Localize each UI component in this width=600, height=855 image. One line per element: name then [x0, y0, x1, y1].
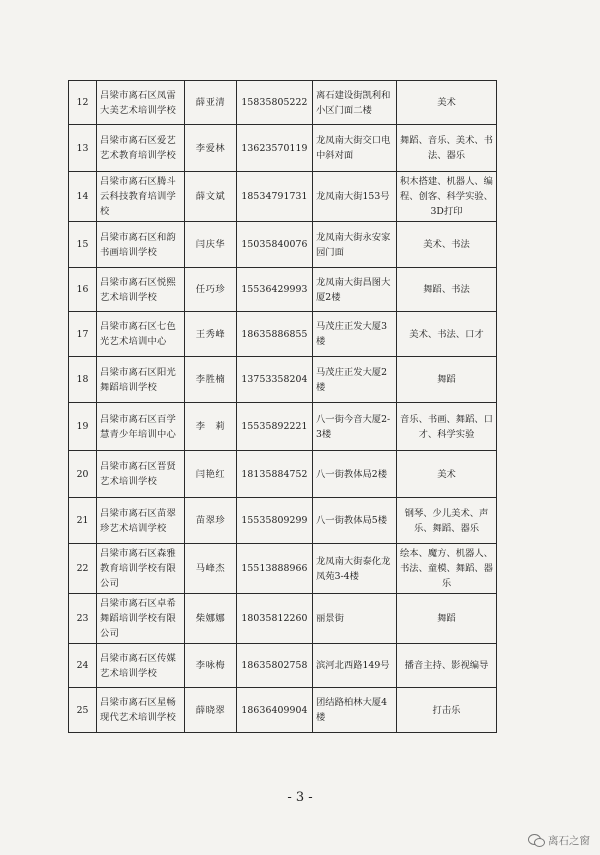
table-row [69, 222, 497, 268]
address: 八一街今音大厦2-3楼 [313, 403, 397, 451]
training-category: 钢琴、少儿美术、声乐、舞蹈、器乐 [397, 498, 497, 544]
phone-number: 15536429993 [237, 268, 313, 312]
table-row [69, 312, 497, 357]
contact-person: 李胜楠 [185, 357, 237, 403]
watermark [528, 833, 590, 848]
school-name: 吕梁市离石区卓希舞蹈培训学校有限公司 [97, 594, 185, 644]
school-name: 吕梁市离石区星畅现代艺术培训学校 [97, 688, 185, 733]
table-row [69, 357, 497, 403]
row-number: 20 [69, 451, 97, 498]
table-row [69, 451, 497, 498]
contact-person: 薛文斌 [185, 172, 237, 222]
phone-number: 18635886855 [237, 312, 313, 357]
contact-person: 闫艳红 [185, 451, 237, 498]
school-name: 吕梁市离石区百学慧青少年培训中心 [97, 403, 185, 451]
row-number: 19 [69, 403, 97, 451]
school-table [68, 80, 497, 733]
school-name: 吕梁市离石区森雅教育培训学校有限公司 [97, 544, 185, 594]
table-row [69, 644, 497, 688]
training-category: 美术 [397, 81, 497, 125]
phone-number: 15513888966 [237, 544, 313, 594]
table-row [69, 594, 497, 644]
training-category: 舞蹈 [397, 357, 497, 403]
row-number: 22 [69, 544, 97, 594]
school-name: 吕梁市离石区和韵书画培训学校 [97, 222, 185, 268]
address: 龙凤南大街泰化龙凤苑3-4楼 [313, 544, 397, 594]
training-category: 积木搭建、机器人、编程、创客、科学实验、3D打印 [397, 172, 497, 222]
training-category: 音乐、书画、舞蹈、口才、科学实验 [397, 403, 497, 451]
address: 八一街教体局2楼 [313, 451, 397, 498]
table-row [69, 268, 497, 312]
address: 马茂庄正发大厦3楼 [313, 312, 397, 357]
row-number: 25 [69, 688, 97, 733]
row-number: 12 [69, 81, 97, 125]
address: 龙凤南大街昌图大厦2楼 [313, 268, 397, 312]
school-name: 吕梁市离石区七色光艺术培训中心 [97, 312, 185, 357]
page-number: - 3 - [287, 790, 313, 805]
phone-number: 13753358204 [237, 357, 313, 403]
school-name: 吕梁市离石区凤雷大美艺术培训学校 [97, 81, 185, 125]
contact-person: 柴娜娜 [185, 594, 237, 644]
school-name: 吕梁市离石区腾斗云科技教育培训学校 [97, 172, 185, 222]
address: 团结路柏林大厦4楼 [313, 688, 397, 733]
contact-person: 马峰杰 [185, 544, 237, 594]
contact-person: 李 莉 [185, 403, 237, 451]
school-name: 吕梁市离石区悦熙艺术培训学校 [97, 268, 185, 312]
table-row [69, 125, 497, 172]
training-category: 舞蹈、书法 [397, 268, 497, 312]
school-name: 吕梁市离石区苗翠珍艺术培训学校 [97, 498, 185, 544]
training-category: 舞蹈、音乐、美术、书法、器乐 [397, 125, 497, 172]
school-name: 吕梁市离石区晋贤艺术培训学校 [97, 451, 185, 498]
address: 龙凤南大街交口电中斜对面 [313, 125, 397, 172]
training-category: 美术 [397, 451, 497, 498]
row-number: 17 [69, 312, 97, 357]
phone-number: 15535892221 [237, 403, 313, 451]
contact-person: 闫庆华 [185, 222, 237, 268]
phone-number: 18534791731 [237, 172, 313, 222]
training-category: 美术、书法 [397, 222, 497, 268]
address: 龙凤南大街永安家园门面 [313, 222, 397, 268]
contact-person: 任巧珍 [185, 268, 237, 312]
phone-number: 18035812260 [237, 594, 313, 644]
training-category: 舞蹈 [397, 594, 497, 644]
contact-person: 李咏梅 [185, 644, 237, 688]
row-number: 15 [69, 222, 97, 268]
contact-person: 薛晓翠 [185, 688, 237, 733]
row-number: 21 [69, 498, 97, 544]
wechat-icon [528, 834, 544, 847]
contact-person: 王秀峰 [185, 312, 237, 357]
school-name: 吕梁市离石区阳光舞蹈培训学校 [97, 357, 185, 403]
contact-person: 薛亚清 [185, 81, 237, 125]
contact-person: 李爱林 [185, 125, 237, 172]
phone-number: 18636409904 [237, 688, 313, 733]
phone-number: 15035840076 [237, 222, 313, 268]
table-row [69, 403, 497, 451]
table-row [69, 81, 497, 125]
training-category: 打击乐 [397, 688, 497, 733]
phone-number: 15835805222 [237, 81, 313, 125]
phone-number: 18135884752 [237, 451, 313, 498]
row-number: 23 [69, 594, 97, 644]
table-row [69, 498, 497, 544]
address: 滨河北西路149号 [313, 644, 397, 688]
address: 八一街教体局5楼 [313, 498, 397, 544]
table-row [69, 172, 497, 222]
phone-number: 13623570119 [237, 125, 313, 172]
phone-number: 18635802758 [237, 644, 313, 688]
row-number: 18 [69, 357, 97, 403]
phone-number: 15535809299 [237, 498, 313, 544]
row-number: 13 [69, 125, 97, 172]
address: 龙凤南大街153号 [313, 172, 397, 222]
contact-person: 苗翠珍 [185, 498, 237, 544]
watermark-text: 离石之窗 [548, 835, 590, 847]
school-name: 吕梁市离石区爱艺艺术教育培训学校 [97, 125, 185, 172]
row-number: 14 [69, 172, 97, 222]
row-number: 24 [69, 644, 97, 688]
address: 马茂庄正发大厦2楼 [313, 357, 397, 403]
table-row [69, 544, 497, 594]
address: 丽景街 [313, 594, 397, 644]
training-category: 美术、书法、口才 [397, 312, 497, 357]
school-name: 吕梁市离石区传媒艺术培训学校 [97, 644, 185, 688]
table-row [69, 688, 497, 733]
address: 离石建设街凯利和小区门面二楼 [313, 81, 397, 125]
row-number: 16 [69, 268, 97, 312]
training-category: 绘本、魔方、机器人、书法、童模、舞蹈、器乐 [397, 544, 497, 594]
school-table-body [69, 81, 497, 733]
training-category: 播音主持、影视编导 [397, 644, 497, 688]
